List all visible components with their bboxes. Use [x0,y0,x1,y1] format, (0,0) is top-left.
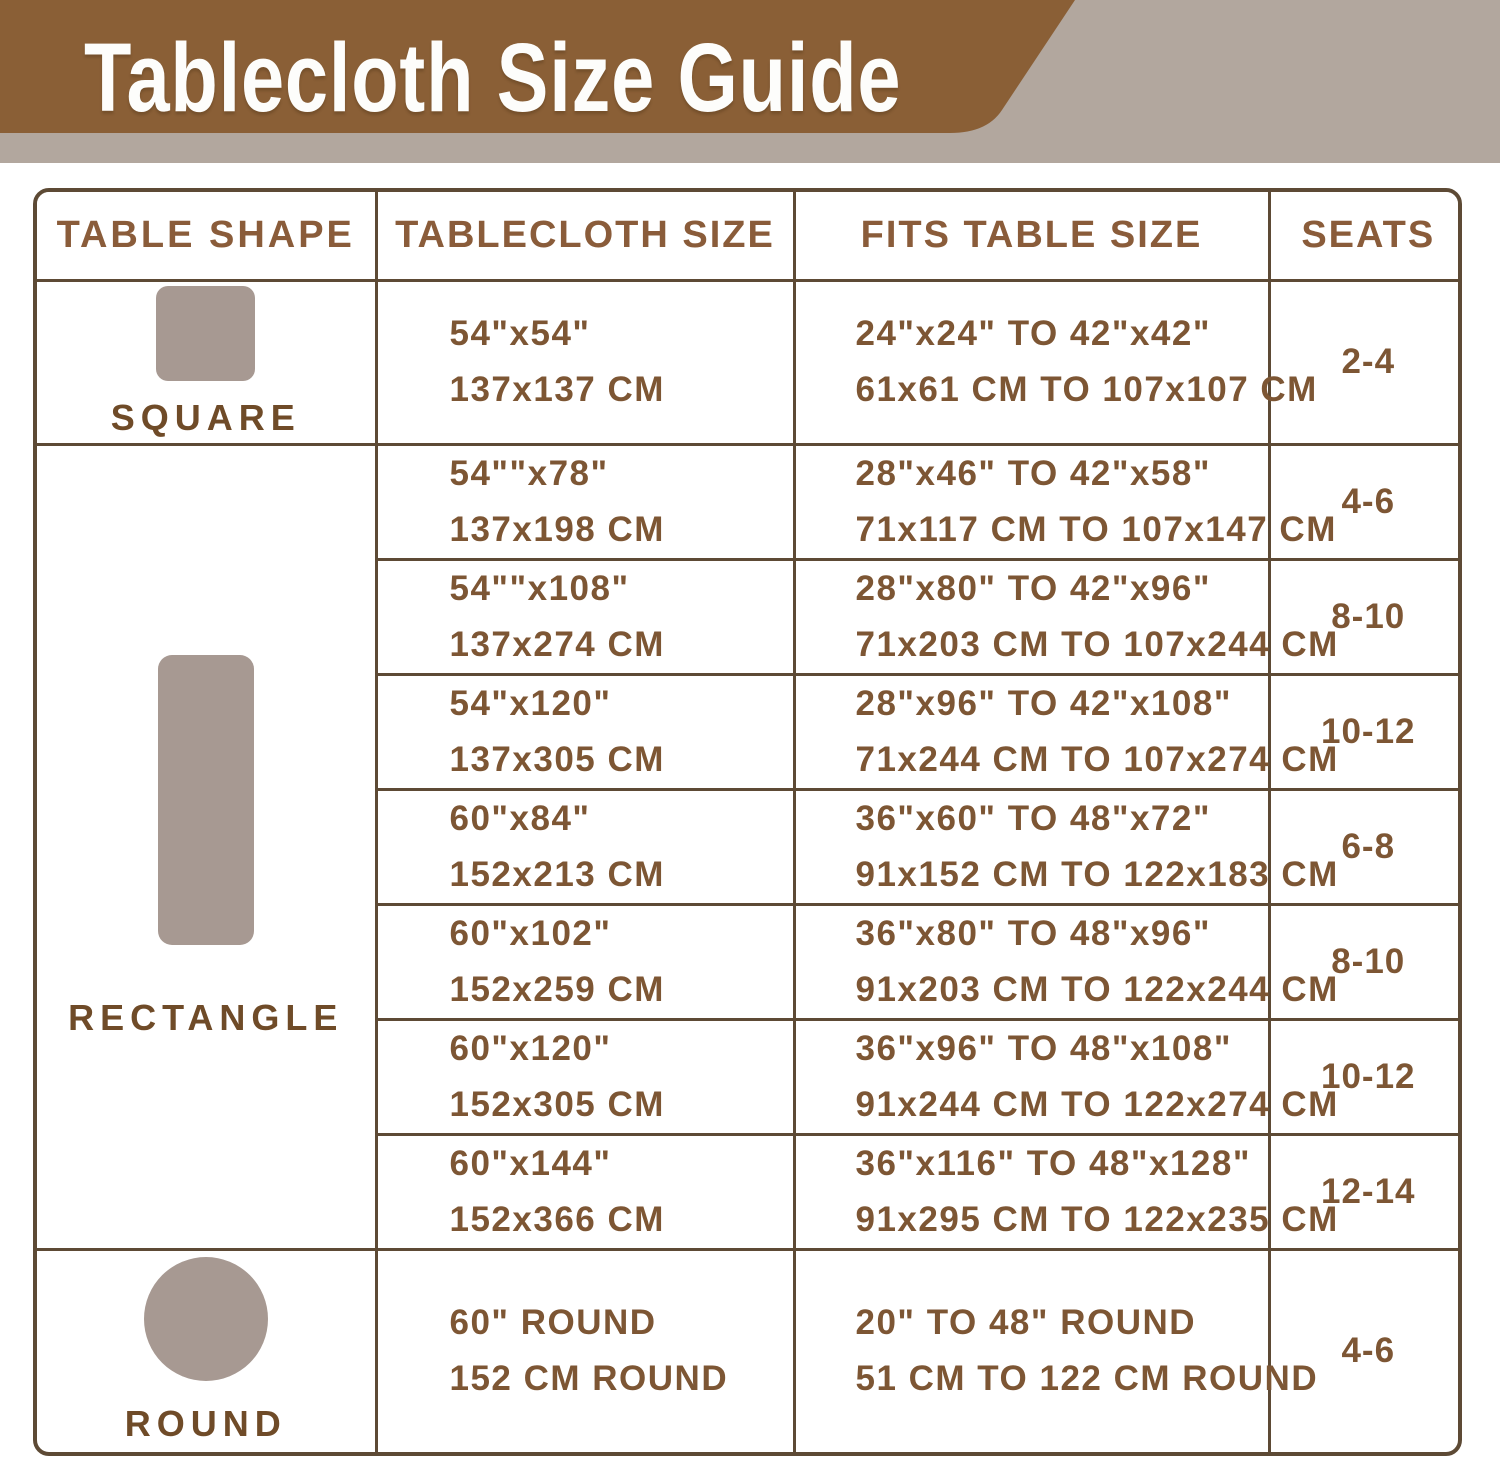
table-row [37,444,1462,559]
seats-cell: 10-12 [1269,1019,1462,1134]
circle-icon [144,1257,268,1381]
page-title: Tablecloth Size Guide [84,23,902,132]
tablecloth-size-cell: 60"x120" 152x305 CM [376,1019,794,1134]
tablecloth-size-cell: 54"x120" 137x305 CM [376,674,794,789]
square-icon [156,286,255,381]
shape-cell-round [37,1249,376,1452]
fits-table-size-cell: 36"x80" TO 48"x96" 91x203 CM TO 122x244 CM [794,904,1269,1019]
rectangle-icon [158,655,254,945]
seats-cell: 10-12 [1269,674,1462,789]
tablecloth-size-cell: 60"x102" 152x259 CM [376,904,794,1019]
column-header-tablecloth-size: TABLECLOTH SIZE [376,192,794,280]
shape-cell-rectangle [37,444,376,1249]
tablecloth-size-cell: 54""x108" 137x274 CM [376,559,794,674]
size-guide-table [37,192,1462,1452]
size-guide-table-frame [33,188,1462,1456]
shape-label-round: ROUND [124,1403,287,1445]
table-header-row [37,192,1462,280]
seats-cell: 2-4 [1269,280,1462,444]
tablecloth-size-cell: 60"x84" 152x213 CM [376,789,794,904]
seats-cell: 4-6 [1269,1249,1462,1452]
column-header-table-shape: TABLE SHAPE [37,192,376,280]
seats-cell: 12-14 [1269,1134,1462,1249]
shape-cell-square [37,280,376,444]
tablecloth-size-cell: 54""x78" 137x198 CM [376,444,794,559]
seats-cell: 6-8 [1269,789,1462,904]
seats-cell: 4-6 [1269,444,1462,559]
column-header-seats: SEATS [1269,192,1462,280]
tablecloth-size-cell: 60"x144" 152x366 CM [376,1134,794,1249]
fits-table-size-cell: 20" TO 48" ROUND 51 CM TO 122 CM ROUND [794,1249,1269,1452]
table-row [37,280,1462,444]
column-header-fits-table-size: FITS TABLE SIZE [794,192,1269,280]
fits-table-size-cell: 36"x96" TO 48"x108" 91x244 CM TO 122x274 CM [794,1019,1269,1134]
fits-table-size-cell: 36"x116" TO 48"x128" 91x295 CM TO 122x235 CM [794,1134,1269,1249]
shape-label-square: SQUARE [110,396,301,438]
tablecloth-size-cell: 54"x54" 137x137 CM [376,280,794,444]
table-row [37,1249,1462,1452]
fits-table-size-cell: 24"x24" TO 42"x42" 61x61 CM TO 107x107 CM [794,280,1269,444]
fits-table-size-cell: 28"x80" TO 42"x96" 71x203 CM TO 107x244 CM [794,559,1269,674]
fits-table-size-cell: 28"x96" TO 42"x108" 71x244 CM TO 107x274 CM [794,674,1269,789]
seats-cell: 8-10 [1269,559,1462,674]
fits-table-size-cell: 28"x46" TO 42"x58" 71x117 CM TO 107x147 CM [794,444,1269,559]
tablecloth-size-cell: 60" ROUND 152 CM ROUND [376,1249,794,1452]
shape-label-rectangle: RECTANGLE [68,996,344,1038]
header-banner [0,0,1500,170]
seats-cell: 8-10 [1269,904,1462,1019]
fits-table-size-cell: 36"x60" TO 48"x72" 91x152 CM TO 122x183 CM [794,789,1269,904]
